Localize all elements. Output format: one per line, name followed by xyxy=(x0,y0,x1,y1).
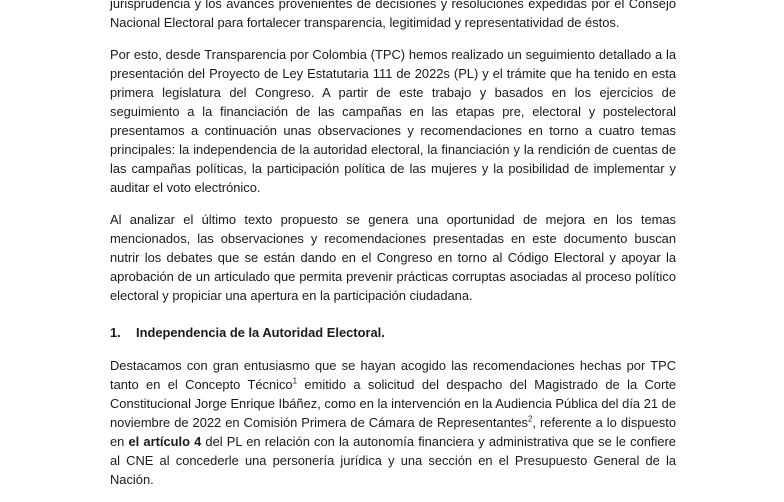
section-number: 1. xyxy=(110,325,121,340)
paragraph-text-part3: , referente a lo dispuesto en xyxy=(110,415,676,449)
paragraph-intro-continuation: jurisprudencia y los avances provenientes de decisiones y resoluciones expedidas por el Consejo Nacional Electoral para fortalecer transparencia, legitimidad y representatividad de éstos. xyxy=(110,0,676,30)
section-heading xyxy=(110,323,676,342)
paragraph-analysis: Al analizar el último texto propuesto se genera una oportunidad de mejora en los temas mencionados, las observaciones y recomendaciones presentadas en este documento buscan nutrir los debates que se están dando en el Congreso en torno al Código Electoral y apoyar la aprobación de un articulado que permita prevenir prácticas corruptas asociadas al proceso político electoral y propiciar una apertura en la participación ciudadana. xyxy=(110,212,676,303)
footnote-ref-2[interactable]: 2 xyxy=(527,414,533,424)
paragraph-text-part2: emitido a solicitud del despacho del Magistrado de la Corte Constitucional Jorge Enrique Ibáñez, como en la intervención en la Audiencia Pública del día 21 de noviembre de 2022 en Comisión Primera de Cámara de Representantes xyxy=(110,377,676,430)
footnote-ref-1[interactable]: 1 xyxy=(292,376,298,386)
paragraph-independence xyxy=(110,356,676,489)
section-title: Independencia de la Autoridad Electoral. xyxy=(136,325,385,340)
paragraph-text-part1: Destacamos con gran entusiasmo que se hayan acogido las recomendaciones hechas por TPC tanto en el Concepto Técnico xyxy=(110,358,676,392)
article-reference: el artículo 4 xyxy=(128,434,202,449)
document-page xyxy=(110,0,676,502)
paragraph-tpc-follow-up: Por esto, desde Transparencia por Colombia (TPC) hemos realizado un seguimiento detallado a la presentación del Proyecto de Ley Estatutaria 111 de 2022s (PL) y el trámite que ha tenido en esta primera legislatura del Congreso. A partir de este trabajo y basados en los ejercicios de seguimiento a la financiación de las campañas en las etapas pre, electoral y postelectoral presentamos a continuación unas observaciones y recomendaciones en torno a cuatro temas principales: la independencia de la autoridad electoral, la financiación y la rendición de cuentas de las campañas políticas, la participación política de las mujeres y la posibilidad de implementar y auditar el voto electrónico. xyxy=(110,47,676,195)
paragraph-text-part4: del PL en relación con la autonomía financiera y administrativa que se le confiere al CNE al concederle una personería jurídica y una sección en el Presupuesto General de la Nación. xyxy=(110,434,676,487)
